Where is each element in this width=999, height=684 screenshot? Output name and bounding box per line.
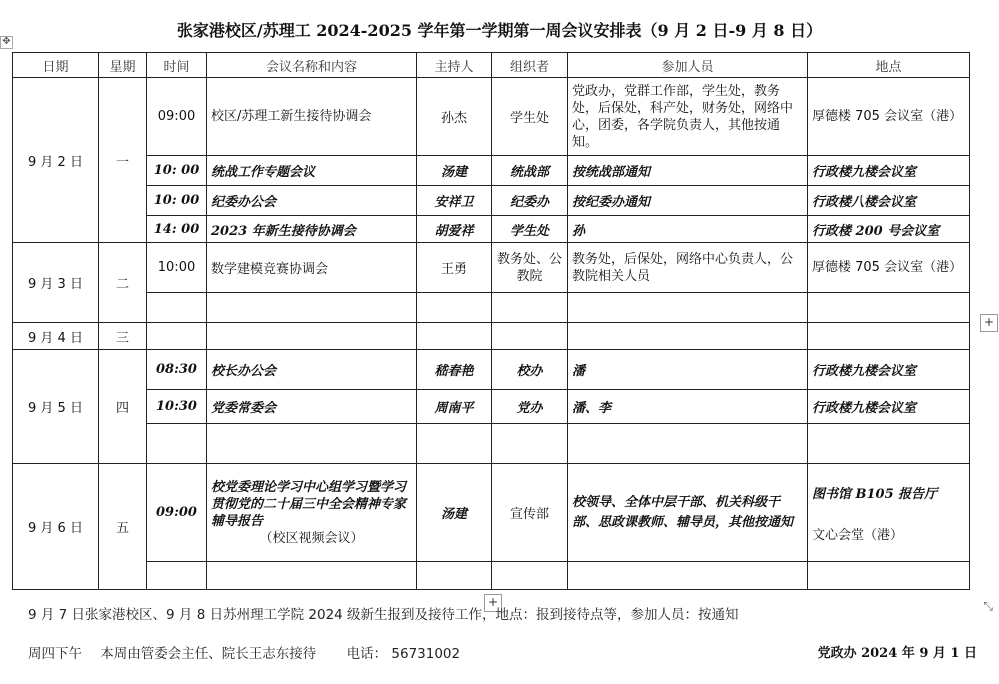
table-row <box>13 216 970 243</box>
weekday-cell: 五 <box>99 464 147 590</box>
time-cell: 10:00 <box>147 243 207 293</box>
resize-icon[interactable]: ⤡ <box>983 599 993 613</box>
table-row <box>13 78 970 156</box>
attendees-cell: 党政办，党群工作部，学生处，教务处，后保处，科产处，财务处，网络中心，团委，各学院负责人，其他按通知。 <box>568 78 808 156</box>
meeting-name-cell <box>207 464 417 562</box>
organizer-cell: 纪委办 <box>492 186 568 216</box>
meeting-name: 校党委理论学习中心组学习暨学习贯彻党的二十届三中全会精神专家辅导报告 <box>211 479 407 529</box>
attendees-cell: 按统战部通知 <box>568 156 808 186</box>
phone-label: 电话： <box>346 646 388 662</box>
location-cell: 行政楼九楼会议室 <box>808 390 970 424</box>
host-cell: 王勇 <box>417 243 492 293</box>
time-cell: 09:00 <box>147 464 207 562</box>
date-cell: 9 月 4 日 <box>13 323 99 350</box>
table-row <box>13 293 970 323</box>
meeting-name: 纪委办公会 <box>207 186 417 216</box>
meeting-name: 党委常委会 <box>207 390 417 424</box>
location-primary: 图书馆 B105 报告厅 <box>812 486 938 502</box>
host-cell: 孙杰 <box>417 78 492 156</box>
attendees-cell: 孙 <box>568 216 808 243</box>
phone-number: 56731002 <box>391 646 461 662</box>
host-cell: 汤建 <box>417 464 492 562</box>
meeting-name: 2023 年新生接待协调会 <box>207 216 417 243</box>
table-row <box>13 243 970 293</box>
organizer-cell: 教务处、公教院 <box>492 243 568 293</box>
location-cell: 行政楼九楼会议室 <box>808 156 970 186</box>
table-row <box>13 156 970 186</box>
schedule-table <box>12 52 970 590</box>
date-cell: 9 月 6 日 <box>13 464 99 590</box>
meeting-name: 数学建模竞赛协调会 <box>207 243 417 293</box>
organizer-cell: 党办 <box>492 390 568 424</box>
meeting-subtitle: （校区视频会议） <box>259 530 364 546</box>
move-handle-icon[interactable]: ✥ <box>0 36 13 49</box>
weekday-cell: 三 <box>99 323 147 350</box>
host-cell: 汤建 <box>417 156 492 186</box>
add-column-icon[interactable]: + <box>980 314 998 332</box>
weekday-cell: 四 <box>99 350 147 464</box>
date-cell: 9 月 5 日 <box>13 350 99 464</box>
meeting-name: 校长办公会 <box>207 350 417 390</box>
attendees-cell: 校领导、全体中层干部、机关科级干部、思政课教师、辅导员，其他按通知 <box>568 464 808 562</box>
time-cell: 10:30 <box>147 390 207 424</box>
table-row <box>13 562 970 590</box>
location-cell <box>808 464 970 562</box>
header-host: 主持人 <box>417 53 492 78</box>
add-row-icon[interactable]: + <box>484 594 502 612</box>
host-cell: 嵇春艳 <box>417 350 492 390</box>
organizer-cell: 学生处 <box>492 78 568 156</box>
table-row <box>13 390 970 424</box>
location-cell: 行政楼 200 号会议室 <box>808 216 970 243</box>
header-attendees: 参加人员 <box>568 53 808 78</box>
meeting-name: 统战工作专题会议 <box>207 156 417 186</box>
organizer-cell: 统战部 <box>492 156 568 186</box>
weekday-cell: 二 <box>99 243 147 323</box>
time-cell: 10: 00 <box>147 156 207 186</box>
meeting-name: 校区/苏理工新生接待协调会 <box>207 78 417 156</box>
location-cell: 行政楼九楼会议室 <box>808 350 970 390</box>
header-meeting: 会议名称和内容 <box>207 53 417 78</box>
date-cell: 9 月 3 日 <box>13 243 99 323</box>
table-row <box>13 350 970 390</box>
duty-prefix: 周四下午 <box>28 646 82 662</box>
attendees-cell: 潘 <box>568 350 808 390</box>
location-cell: 行政楼八楼会议室 <box>808 186 970 216</box>
host-cell: 周南平 <box>417 390 492 424</box>
attendees-cell: 按纪委办通知 <box>568 186 808 216</box>
header-weekday: 星期 <box>99 53 147 78</box>
header-organizer: 组织者 <box>492 53 568 78</box>
host-cell: 胡爱祥 <box>417 216 492 243</box>
note-text: 9 月 7 日张家港校区、9 月 8 日苏州理工学院 2024 级新生报到及接待工作，地点：报到接待点等，参加人员：按通知 <box>28 607 739 623</box>
header-location: 地点 <box>808 53 970 78</box>
header-time: 时间 <box>147 53 207 78</box>
location-secondary: 文心会堂（港） <box>812 527 904 543</box>
date-cell: 9 月 2 日 <box>13 78 99 243</box>
weekday-cell: 一 <box>99 78 147 243</box>
location-cell: 厚德楼 705 会议室（港） <box>808 78 970 156</box>
host-cell: 安祥卫 <box>417 186 492 216</box>
header-date: 日期 <box>13 53 99 78</box>
page-title: 张家港校区/苏理工 2024-2025 学年第一学期第一周会议安排表（9 月 2 日-9 月 8 日） <box>176 21 823 40</box>
issuer-date: 党政办 2024 年 9 月 1 日 <box>817 646 977 661</box>
attendees-cell: 教务处，后保处，网络中心负责人，公教院相关人员 <box>568 243 808 293</box>
location-cell: 厚德楼 705 会议室（港） <box>808 243 970 293</box>
organizer-cell: 校办 <box>492 350 568 390</box>
time-cell: 08:30 <box>147 350 207 390</box>
time-cell: 09:00 <box>147 78 207 156</box>
header-row <box>13 53 970 78</box>
attendees-cell: 潘、李 <box>568 390 808 424</box>
table-row <box>13 323 970 350</box>
footer-duty <box>28 642 460 662</box>
table-row <box>13 424 970 464</box>
organizer-cell: 宣传部 <box>492 464 568 562</box>
time-cell: 10: 00 <box>147 186 207 216</box>
organizer-cell: 学生处 <box>492 216 568 243</box>
time-cell: 14: 00 <box>147 216 207 243</box>
table-row <box>13 186 970 216</box>
duty-text: 本周由管委会主任、院长王志东接待 <box>100 646 317 662</box>
table-row <box>13 464 970 562</box>
